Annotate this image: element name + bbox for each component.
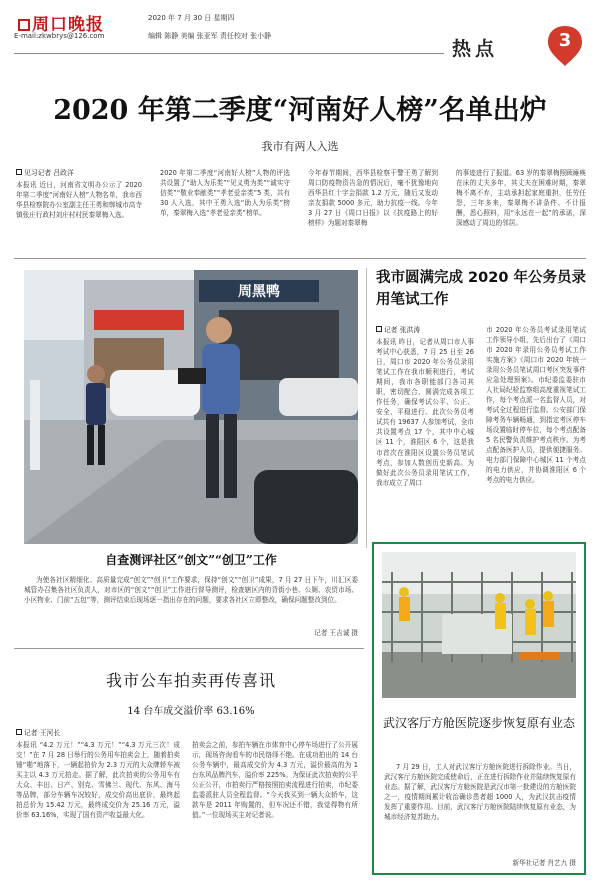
lead-column-1 xyxy=(16,168,142,220)
svg-text:周黑鸭: 周黑鸭 xyxy=(238,284,280,300)
auction-column-1 xyxy=(16,728,180,820)
photo-caption-title: 自查测评社区“创文”“创卫”工作 xyxy=(105,553,277,567)
construction-photo xyxy=(382,552,576,698)
editors-line: 编辑 陈静 美编 张亚军 责任校对 张小静 xyxy=(148,32,272,40)
auction-subhead: 14 台车成交溢价率 63.16% xyxy=(127,706,255,717)
auction-text-1: 本报讯 “4.2 万元！”“4.3 万元！”“4.3 万元三次！成交！”在 7 月 28 日举行的公务用车拍卖会上，随着拍卖锤“啪”地落下，一辆起拍价为 2.3 万元的大众牌轿车被买主以 4.3 万元拍走。据了解，此次拍卖的公务用车有大众、丰田、日产、别克、雪佛兰、现代、东风、海马等品牌，部分车辆车况较好，成交价高出底价，最终起拍总价为 15.42 万元，最终成交价为 25.16 万元，溢价率 63.16%，实现了国有资产收益最大化。 xyxy=(16,741,180,820)
exam-column-2: 市 2020 年公务员考试录用笔试工作领导小组，先后出台了《周口市 2020 年录用公务员考试工作实施方案》《周口市 2020 年统一录用公务员笔试周口考区突发事件应急处理预案》。市纪委监委驻市人社局纪检监察组高度重视笔试工作，每个考点派一名监督人员，对考试全过程进行监督。公安部门保障考务车辆畅通，到指定考区停车场设置临时停车位，每个考点配备 5 名民警负责维护考点秩序。为考点配备医护人员，提供便捷服务。电力部门保障中心城区 11 个考点的电力供应，并协调淮阳区 6 个考点的电力供应。 xyxy=(486,326,586,485)
exam-text-1: 本报讯 昨日，记者从周口市人事考试中心获悉，7 月 25 日至 26 日，周口市 2020 年公务员录用笔试工作在我市顺利进行，考试期间，我市各职能部门各司其职，密切配合，圆满完成各项工作任务，确保考试公平、公正、安全、平稳进行。此次公务员考试共有 19637 人参加考试，全市共设置考点 17 个，其中中心城区 11 个，淮阳区 6 个，这是我市首次在淮阳区设置公务员笔试考点，参加人数创历史新高。为做好此次公务员录用笔试工作，我市成立了周口 xyxy=(376,338,474,487)
auction-column-2: 拍卖会之前，参拍车辆在市体育中心停车场进行了公开展示，现场咨询看车的市民络绎不绝。在成功拍出的 14 台公务车辆中，最高成交价为 4.3 万元，溢价最高的为 1 台东风品牌汽车，溢价率 225%。为保证此次拍卖的公平公正公开，市拍卖行严格按照拍卖流程进行拍卖，市纪委监委派驻人员全程监督。“今天我买到一辆大众轿车，这款车是 2011 年购置的，但车况还不错，我觉得物有所值。”一位现场买主对记者说。 xyxy=(192,741,359,820)
logo-icon xyxy=(18,19,30,31)
auction-headline: 我市公车拍卖再传喜讯 xyxy=(105,671,276,690)
email: E-mail:zkwbrys@126.com xyxy=(14,32,105,40)
street-photo xyxy=(24,270,358,544)
exam-column-1 xyxy=(376,325,474,488)
logo-text: 周口晚报 xyxy=(32,15,104,35)
byline-box-icon xyxy=(16,729,22,735)
photo-caption: 为使各社区精细化、高质量完成“创文”“创卫”工作要求，保持“创文”“创卫”成果，7 月 27 日下午，川汇区委城管办召集各社区负责人，对市区的“创文”“创卫”工作进行督导测评，检查辖区内的背街小巷、公厕、农贸市场、小区物业、门前“五包”等，测评结束后现场逐一指出存在的问题，要求各社区立即整改，确保问题整改到位。 xyxy=(24,576,358,605)
section-divider xyxy=(14,648,364,649)
lead-headline: 2020 年第二季度“河南好人榜”名单出炉 xyxy=(53,95,547,126)
lead-column-3: 今年春节期间，西华县检察干警王勇了解到周口防疫物资告急的情况后，毫不犹豫地向西华县红十字会捐款 1.2 万元，随后又发动亲友捐款 5000 多元，助力抗疫一线。今年 3 月 27 日《周口日报》以《抗疫路上的好榜样》为题对秦翠梅 xyxy=(308,169,438,228)
section-divider xyxy=(14,258,586,259)
column-divider xyxy=(366,268,367,548)
wuhan-credit: 新华社记者 肖艺九 摄 xyxy=(512,859,576,867)
lead-text-1: 本报讯 近日，河南省文明办公示了 2020 年第二季度“河南好人榜”人物名单，我市西华县检察院办公室副主任王勇和郸城市高寺镇张庄行政村刘庄村村民秦翠梅入选。 xyxy=(16,181,142,220)
wuhan-caption-title: 武汉客厅方舱医院逐步恢复原有业态 xyxy=(382,716,575,730)
exam-headline: 我市圆满完成 2020 年公务员录用笔试工作 xyxy=(376,270,586,308)
lead-column-4: 的事迹进行了报道。63 岁的秦翠梅照顾瘫痪在床的丈夫多年，其丈夫在困难时期，秦翠梅不离不弃，主动承担起家庭重担，任劳任怨，三年多来，秦翠梅不讲条件、不计报酬，悉心照料，用“永远在一起”的承诺，深深感动了周边的邻居。 xyxy=(456,169,586,228)
masthead-divider xyxy=(14,53,444,54)
dateline: 2020 年 7 月 30 日 星期四 xyxy=(148,14,235,22)
lead-byline: 见习记者 吕政洋 xyxy=(16,168,142,178)
lead-subhead: 我市有两人入选 xyxy=(261,140,339,153)
lead-column-2: 2020 年第二季度“河南好人榜”人物的评选共设置了“助人为乐类”“见义勇为类”“诚实守信类”“敬业奉献类”“孝老爱亲类”5 类，共有 30 人入选，其中王勇入选“助人为乐类”榜单，秦翠梅入选“孝老爱亲类”榜单。 xyxy=(160,169,290,218)
byline-box-icon xyxy=(16,169,22,175)
auction-byline: 记者 王河长 xyxy=(16,728,180,738)
section-title: 热点 xyxy=(452,38,499,60)
masthead xyxy=(0,0,600,72)
wuhan-text: 7 月 29 日，工人对武汉客厅方舱医院进行拆除作业。当日，武汉客厅方舱医院完成使命后，正在进行拆除作业并陆续恢复原有业态。据了解，武汉客厅方舱医院是武汉市第一批建设的方舱医院之一，疫情期间累计收治确诊患者超 1000 人，为武汉抗击疫情发挥了重要作用。目前，武汉客厅方舱医院陆续恢复原有业态，为城市经济复苏助力。 xyxy=(384,763,576,822)
photo-credit: 记者 王吉诚 摄 xyxy=(314,629,358,637)
page-number: 3 xyxy=(558,30,572,51)
exam-byline: 记者 张洪涛 xyxy=(376,325,474,335)
byline-box-icon xyxy=(376,326,382,332)
